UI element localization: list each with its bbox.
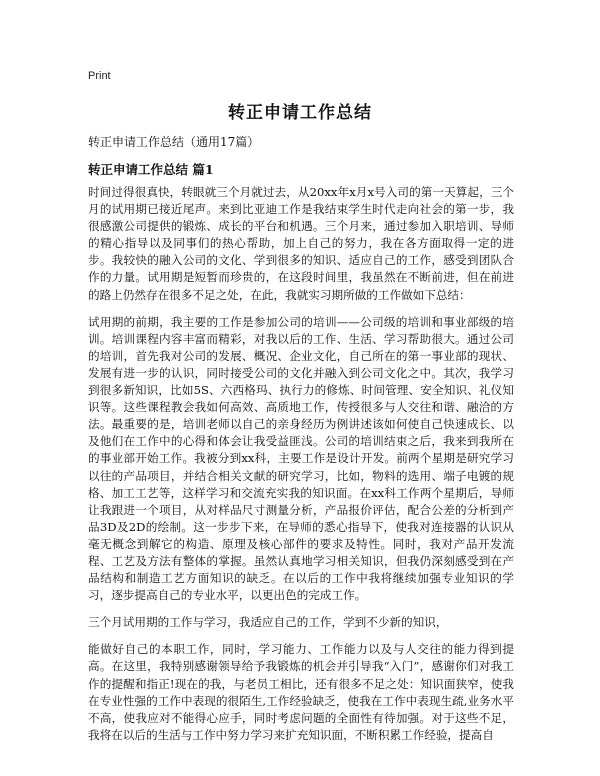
section-heading: 转正申请工作总结 篇1 [88, 162, 214, 177]
document-title: 转正申请工作总结 [228, 103, 372, 123]
body-paragraph: 能做好自己的本职工作，同时，学习能力、工作能力以及与人交往的能力得到提高。在这里，我特别感谢领导给予我锻炼的机会并引导我“入门”，感谢你们对我工作的提醒和指正!现在的我，与老员工相比，还有很多不足之处：知识面狭窄，使我在专业性强的工作中表现的很陌生,工作经验缺乏，使我在工作中表现生疏,业务水平不高，使我应对不能得心应手，同时考虑问题的全面性有待加强。对于这些不足，我将在以后的生活与工作中努力学习来扩充知识面，不断积累工作经验，提高自 [88, 642, 514, 742]
body-paragraph: 试用期的前期，我主要的工作是参加公司的培训——公司级的培训和事业部级的培训。培训课程内容丰富而精彩，对我以后的工作、生活、学习帮助很大。通过公司的培训，首先我对公司的发展、概况、企业文化，自己所在的第一事业部的现状、发展有进一步的认识，同时接受公司的文化并融入到公司文化之中。其次，我学习到很多新知识，比如5S、六西格玛、执行力的修炼、时间管理、安全知识、礼仪知识等。这些课程教会我如何高效、高质地工作，传授很多与人交往和谐、融洽的方法。最重要的是，培训老师以自己的亲身经历为例讲述该如何使自己快速成长、以及他们在工作中的心得和体会让我受益匪浅。公司的培训结束之后，我来到我所在的事业部开始工作。我被分到xx科，主要工作是设计开发。前两个星期是研究学习以往的产品项目，并结合相关文献的研究学习，比如，物料的选用、端子电镀的规格、加工工艺等，这样学习和交流充实我的知识面。在xx科工作两个星期后，导师让我跟进一个项目，从对样品尺寸测量分析，产品报价评估，配合公差的分析到产品3D及2D的绘制。这一步步下来，在导师的悉心指导下，使我对连接器的认识从毫无概念到解它的构造、原理及核心部件的要求及特性。同时，我对产品开发流程、工艺及方法有整体的掌握。虽然认真地学习相关知识，但我仍深刻感受到在产品结构和制造工艺方面知识的缺乏。在以后的工作中我将继续加强专业知识的学习，逐步提高自己的专业水平，以更出色的完成工作。 [88, 314, 514, 603]
print-link[interactable]: Print [88, 70, 111, 82]
document-body [88, 184, 514, 754]
document-subtitle: 转正申请工作总结（通用17篇） [88, 135, 260, 149]
body-paragraph: 时间过得很真快，转眼就三个月就过去，从20xx年x月x号入司的第一天算起，三个月的试用期已接近尾声。来到比亚迪工作是我结束学生时代走向社会的第一步，我很感激公司提供的锻炼、成长的平台和机遇。三个月来，通过参加入职培训、导师的精心指导以及同事们的热心帮助，加上自己的努力，我在各方面取得一定的进步。我较快的融入公司的文化、学到很多的知识、适应自己的工作，感受到团队合作的力量。试用期是短暂而珍贵的，在这段时间里，我虽然在不断前进，但在前进的路上仍然存在很多不足之处，在此，我就实习期所做的工作做如下总结： [88, 185, 514, 302]
body-paragraph: 三个月试用期的工作与学习，我适应自己的工作，学到不少新的知识， [88, 615, 448, 630]
